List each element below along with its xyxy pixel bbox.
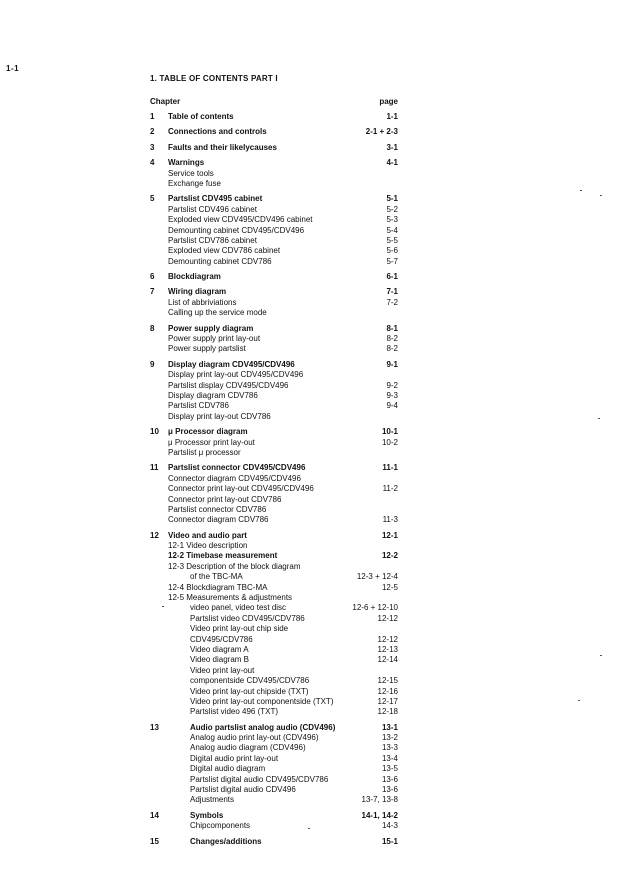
toc-entry-page: 9-1 <box>386 359 398 369</box>
toc-entry-page: 12-1 <box>381 530 398 540</box>
toc-entry-text: Partslist CDV786 cabinet <box>168 235 257 245</box>
page-header: page <box>379 97 398 106</box>
scan-speck <box>600 195 602 196</box>
toc-entry-page: 12-18 <box>377 707 398 717</box>
toc-section-8 <box>150 324 400 355</box>
toc-entry-text: Display print lay-out CDV495/CDV496 <box>168 370 304 380</box>
chapter-number: 12 <box>150 530 159 540</box>
toc-entry-page: 13-7, 13-8 <box>361 795 398 805</box>
toc-row <box>150 169 400 179</box>
toc-entry-page: 5-1 <box>386 194 398 204</box>
toc-row <box>150 484 400 494</box>
chapter-number: 6 <box>150 272 155 282</box>
toc-entry-page: 12-14 <box>377 655 398 665</box>
toc-entry-page: 11-1 <box>382 463 398 473</box>
toc-entry-page: 11-2 <box>382 484 398 494</box>
toc-entry-page: 5-6 <box>386 246 398 256</box>
chapter-number: 11 <box>150 463 159 473</box>
toc-entry-text: Video diagram A <box>190 644 249 654</box>
toc-row <box>150 324 400 334</box>
toc-entry-text: Symbols <box>190 810 224 820</box>
toc-section-6 <box>150 272 400 282</box>
chapter-number: 2 <box>150 127 155 137</box>
toc-entry-text: Partslist video 496 (TXT) <box>190 707 279 717</box>
toc-entry-page: 1-1 <box>386 112 398 121</box>
toc-entry-page: 13-5 <box>381 764 398 774</box>
toc-entry-page: 10-2 <box>381 437 398 447</box>
toc-entry-text: Partslist connector CDV495/CDV496 <box>168 463 306 473</box>
toc-row <box>150 179 400 189</box>
toc-entry-text: Wiring diagram <box>168 287 227 297</box>
toc-entry-text: Partslist digital audio CDV495/CDV786 <box>190 774 329 784</box>
toc-row <box>150 246 400 256</box>
toc-entry-text: Analog audio diagram (CDV496) <box>190 743 306 753</box>
toc-entry-page: 12-13 <box>377 644 398 654</box>
toc-entry-page: 15-1 <box>381 836 398 846</box>
toc-row <box>150 754 400 764</box>
toc-entry-page: 5-4 <box>386 225 398 235</box>
toc-row <box>150 298 400 308</box>
toc-entry-page: 7-2 <box>386 297 398 307</box>
chapter-number: 13 <box>150 722 159 732</box>
toc-entry-text: Blockdiagram <box>168 272 221 282</box>
toc-entry-text: video panel, video test disc <box>190 603 287 613</box>
toc-row <box>150 603 400 613</box>
toc-entry-text: μ Processor diagram <box>168 427 248 437</box>
toc-entry-text: Display print lay-out CDV786 <box>168 411 271 421</box>
toc-entry-page: 12-5 <box>381 582 398 592</box>
toc-row <box>150 676 400 686</box>
toc-entry-page: 12-12 <box>377 613 398 623</box>
toc-entry-text: Digital audio diagram <box>190 764 266 774</box>
chapter-number: 15 <box>150 836 159 846</box>
toc-entry-text: Exploded view CDV786 cabinet <box>168 246 281 256</box>
toc-entry-page: 5-2 <box>386 204 398 214</box>
toc-entry-page: 6-1 <box>386 272 398 282</box>
toc-row <box>150 635 400 645</box>
toc-row <box>150 572 400 582</box>
toc-entry-text: Demounting cabinet CDV786 <box>168 256 272 266</box>
toc-row <box>150 308 400 318</box>
toc-row <box>150 360 400 370</box>
toc-row <box>150 764 400 774</box>
toc-section-4 <box>150 158 400 189</box>
toc-row <box>150 821 400 831</box>
toc-entry-page: 13-1 <box>381 722 398 732</box>
toc-entry-text: Video print lay-out <box>190 665 255 675</box>
toc-entry-text: 12-5 Measurements & adjustments <box>168 593 293 603</box>
toc-section-7 <box>150 287 400 318</box>
chapter-header: Chapter <box>150 97 181 106</box>
toc-entry-text: Partslist video CDV495/CDV786 <box>190 613 305 623</box>
toc-row <box>150 531 400 541</box>
toc-section-12 <box>150 531 400 718</box>
toc-entry-page: 12-15 <box>377 676 398 686</box>
toc-entry-page: 5-7 <box>386 256 398 266</box>
toc-row <box>150 743 400 753</box>
toc-row <box>150 645 400 655</box>
toc-entry-page: 8-2 <box>386 334 398 344</box>
toc-entry-text: Display diagram CDV786 <box>168 390 258 400</box>
toc-entry-page: 13-6 <box>381 774 398 784</box>
toc-row <box>150 158 400 168</box>
toc-entry-page: 10-1 <box>381 427 398 437</box>
toc-entry-text: μ Processor print lay-out <box>168 437 255 447</box>
toc-entry-text: Video print lay-out componentside (TXT) <box>190 696 334 706</box>
toc-section-14 <box>150 811 400 832</box>
toc-entry-text: Partslist digital audio CDV496 <box>190 785 296 795</box>
toc-entry-text: Video and audio part <box>168 530 247 540</box>
table-of-contents <box>150 112 400 852</box>
toc-row <box>150 448 400 458</box>
toc-row <box>150 505 400 515</box>
toc-row <box>150 412 400 422</box>
toc-section-15 <box>150 837 400 847</box>
toc-entry-text: Service tools <box>168 168 214 178</box>
toc-entry-text: Partslist CDV786 <box>168 401 229 411</box>
toc-row <box>150 287 400 297</box>
toc-row <box>150 775 400 785</box>
chapter-number: 4 <box>150 158 155 168</box>
scan-speck <box>598 418 600 419</box>
chapter-number: 10 <box>150 427 159 437</box>
toc-row <box>150 541 400 551</box>
toc-row <box>150 344 400 354</box>
scan-speck <box>578 700 580 701</box>
toc-entry-page: 12-17 <box>377 696 398 706</box>
toc-row <box>150 474 400 484</box>
chapter-number: 3 <box>150 142 155 152</box>
toc-row <box>150 697 400 707</box>
toc-section-3 <box>150 143 400 153</box>
page-title: 1. TABLE OF CONTENTS PART I <box>150 74 278 83</box>
toc-row <box>150 614 400 624</box>
toc-row <box>150 438 400 448</box>
toc-entry-page: 13-6 <box>381 785 398 795</box>
toc-row <box>150 687 400 697</box>
toc-row <box>150 795 400 805</box>
toc-entry-page: 12-12 <box>377 634 398 644</box>
scan-speck <box>600 655 602 656</box>
toc-entry-text: Changes/additions <box>190 836 262 846</box>
toc-section-5 <box>150 194 400 267</box>
toc-row <box>150 334 400 344</box>
toc-entry-text: Connections and controls <box>168 127 267 137</box>
toc-entry-page: 13-4 <box>381 753 398 763</box>
toc-entry-text: Calling up the service mode <box>168 308 267 318</box>
toc-row <box>150 370 400 380</box>
toc-entry-page: 9-3 <box>386 390 398 400</box>
toc-entry-text: Exchange fuse <box>168 178 221 188</box>
toc-entry-text: Partslist μ processor <box>168 447 241 457</box>
toc-row <box>150 666 400 676</box>
toc-entry-page: 8-2 <box>386 344 398 354</box>
page-marker: 1-1 <box>6 64 20 73</box>
toc-section-10 <box>150 427 400 458</box>
toc-entry-page: 12-2 <box>381 551 398 561</box>
toc-row <box>150 236 400 246</box>
toc-row <box>150 427 400 437</box>
toc-entry-text: Demounting cabinet CDV495/CDV496 <box>168 225 305 235</box>
toc-entry-page: 7-1 <box>386 287 398 297</box>
toc-row <box>150 127 400 137</box>
toc-entry-text: Partslist connector CDV786 <box>168 504 267 514</box>
toc-entry-text: Partslist CDV495 cabinet <box>168 194 263 204</box>
toc-entry-text: componentside CDV495/CDV786 <box>190 676 310 686</box>
toc-entry-text: List of abbriviations <box>168 297 237 307</box>
chapter-number: 9 <box>150 359 155 369</box>
toc-entry-text: Partslist CDV496 cabinet <box>168 204 257 214</box>
toc-row <box>150 655 400 665</box>
toc-entry-text: Table of contents <box>168 112 234 121</box>
toc-row <box>150 837 400 847</box>
scan-speck <box>162 606 164 607</box>
toc-row <box>150 143 400 153</box>
toc-section-13 <box>150 723 400 806</box>
toc-entry-text: Power supply diagram <box>168 323 254 333</box>
toc-entry-page: 13-2 <box>381 733 398 743</box>
toc-row <box>150 272 400 282</box>
toc-section-9 <box>150 360 400 422</box>
toc-entry-page: 12-16 <box>377 686 398 696</box>
toc-row <box>150 391 400 401</box>
toc-entry-text: Audio partslist analog audio (CDV496) <box>190 722 336 732</box>
toc-entry-text: Warnings <box>168 158 205 168</box>
toc-entry-text: Chipcomponents <box>190 821 251 831</box>
toc-row <box>150 785 400 795</box>
toc-entry-page: 3-1 <box>386 142 398 152</box>
toc-row <box>150 562 400 572</box>
toc-row <box>150 112 400 122</box>
toc-entry-text: Adjustments <box>190 795 235 805</box>
toc-row <box>150 551 400 561</box>
toc-entry-page: 9-2 <box>386 380 398 390</box>
toc-row <box>150 723 400 733</box>
chapter-number: 14 <box>150 810 159 820</box>
toc-row <box>150 215 400 225</box>
toc-entry-text: 12-1 Video description <box>168 541 248 551</box>
toc-row <box>150 495 400 505</box>
toc-entry-page: 8-1 <box>386 323 398 333</box>
toc-row <box>150 257 400 267</box>
toc-row <box>150 733 400 743</box>
toc-section-1 <box>150 112 400 122</box>
toc-entry-page: 12-6 + 12-10 <box>352 603 398 613</box>
toc-entry-text: Faults and their likelycauses <box>168 142 277 152</box>
toc-entry-page: 13-3 <box>381 743 398 753</box>
toc-entry-text: Display diagram CDV495/CDV496 <box>168 359 295 369</box>
toc-entry-text: Video print lay-out chipside (TXT) <box>190 686 309 696</box>
toc-section-2 <box>150 127 400 137</box>
toc-entry-page: 5-3 <box>386 215 398 225</box>
toc-entry-page: 14-1, 14-2 <box>361 810 398 820</box>
toc-section-11 <box>150 463 400 525</box>
toc-entry-page: 14-3 <box>381 821 398 831</box>
toc-row <box>150 624 400 634</box>
toc-row <box>150 401 400 411</box>
toc-entry-text: Connector print lay-out CDV495/CDV496 <box>168 484 314 494</box>
toc-entry-page: 2-1 + 2-3 <box>365 127 398 137</box>
toc-entry-text: Video print lay-out chip side <box>190 624 289 634</box>
toc-row <box>150 226 400 236</box>
toc-row <box>150 381 400 391</box>
toc-row <box>150 593 400 603</box>
toc-entry-page: 11-3 <box>382 515 398 525</box>
toc-entry-page: 4-1 <box>386 158 398 168</box>
toc-entry-text: CDV495/CDV786 <box>190 634 253 644</box>
chapter-number: 1 <box>150 112 155 121</box>
toc-entry-text: Digital audio print lay-out <box>190 753 279 763</box>
toc-row <box>150 515 400 525</box>
toc-entry-page: 9-4 <box>386 401 398 411</box>
toc-entry-text: Exploded view CDV495/CDV496 cabinet <box>168 215 313 225</box>
chapter-number: 7 <box>150 287 155 297</box>
toc-entry-text: Connector diagram CDV495/CDV496 <box>168 473 301 483</box>
toc-entry-page: 12-3 + 12-4 <box>356 572 398 582</box>
toc-entry-text: Power supply print lay-out <box>168 334 261 344</box>
toc-entry-text: 12-3 Description of the block diagram <box>168 561 301 571</box>
toc-entry-text: Power supply partslist <box>168 344 246 354</box>
toc-entry-text: of the TBC-MA <box>190 572 243 582</box>
chapter-number: 8 <box>150 323 155 333</box>
scan-speck <box>580 190 582 191</box>
toc-row <box>150 463 400 473</box>
toc-entry-text: Connector diagram CDV786 <box>168 515 269 525</box>
toc-entry-text: Video diagram B <box>190 655 249 665</box>
toc-entry-text: 12-2 Timebase measurement <box>168 551 278 561</box>
toc-entry-text: 12-4 Blockdiagram TBC-MA <box>168 582 268 592</box>
toc-row <box>150 194 400 204</box>
toc-entry-text: Connector print lay-out CDV786 <box>168 494 282 504</box>
scan-speck <box>308 828 310 829</box>
toc-row <box>150 707 400 717</box>
toc-entry-text: Analog audio print lay-out (CDV496) <box>190 733 319 743</box>
toc-row <box>150 811 400 821</box>
toc-entry-page: 5-5 <box>386 235 398 245</box>
chapter-number: 5 <box>150 194 155 204</box>
toc-entry-text: Partslist display CDV495/CDV496 <box>168 380 289 390</box>
toc-row <box>150 583 400 593</box>
toc-row <box>150 205 400 215</box>
